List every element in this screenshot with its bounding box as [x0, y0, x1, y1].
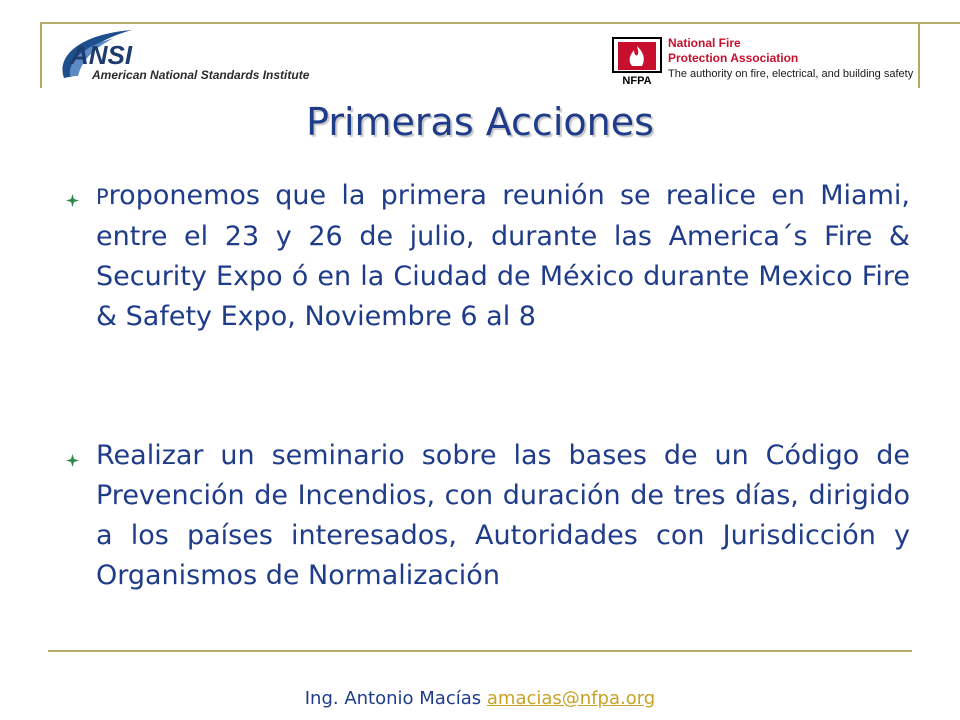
- bullet-item-seminar: Realizar un seminario sobre las bases de un Código de Prevención de Incendios, con duración de tres días, dirigido a los países interesados, Autoridades con Jurisdicción y Organismos de Normalización: [96, 440, 910, 591]
- bullet-first-letter: P: [96, 185, 109, 209]
- bullet-text-body: roponemos que la primera reunión se realice en Miami, entre el 23 y 26 de julio, durante las America´s Fire & Security Expo ó en la Ciudad de México durante Mexico Fire & Safety Expo, Noviembre 6 al 8: [96, 180, 910, 332]
- header-frame-right-line: [918, 22, 920, 88]
- ansi-wordmark: ANSI: [70, 40, 133, 70]
- footer-email-link[interactable]: amacias@nfpa.org: [486, 688, 656, 709]
- nfpa-name-line-2: Protection Association: [668, 51, 799, 65]
- nfpa-wordmark: NFPA: [622, 75, 652, 86]
- bullet-item-meeting-proposal: [96, 176, 910, 337]
- slide-title: Primeras Acciones: [306, 100, 654, 144]
- nfpa-tagline: The authority on fire, electrical, and building safety: [668, 68, 914, 80]
- footer-author: Ing. Antonio Macías: [304, 688, 482, 709]
- header-frame-top-line: [40, 22, 960, 24]
- header-frame-left-line: [40, 22, 42, 88]
- nfpa-name: [668, 36, 798, 66]
- footer: [0, 688, 960, 709]
- footer-divider: [48, 650, 912, 652]
- ansi-caption: American National Standards Institute: [92, 68, 310, 82]
- nfpa-logo: [612, 36, 664, 86]
- diamond-bullet-icon: [66, 194, 79, 207]
- nfpa-name-line-1: National Fire: [668, 36, 741, 50]
- diamond-bullet-icon: [66, 454, 79, 467]
